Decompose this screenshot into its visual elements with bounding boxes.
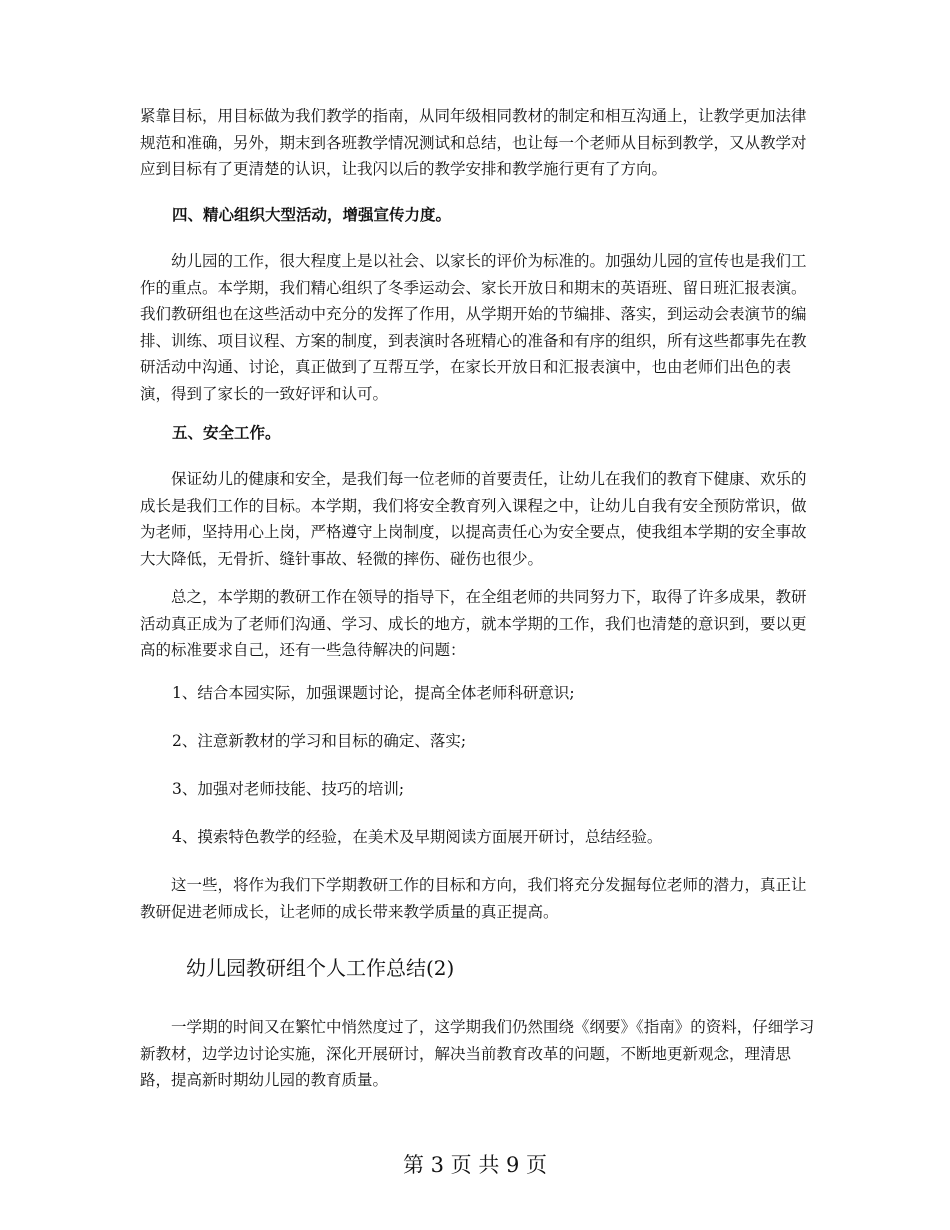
list-item: 4、摸索特色教学的经验，在美术及早期阅读方面展开研讨，总结经验。 [172,828,663,846]
paragraph-intro-2: 一学期的时间又在繁忙中悄然度过了，这学期我们仍然围绕《纲要》《指南》的资料，仔细学习新教材，边学边讨论实施，深化开展研讨，解决当前教育改革的问题，不断地更新观念，理清思路，提高新时期幼儿园的教育质量。 [140,1018,815,1089]
paragraph-activities: 幼儿园的工作，很大程度上是以社会、以家长的评价为标准的。加强幼儿园的宣传也是我们工作的重点。本学期，我们精心组织了冬季运动会、家长开放日和期末的英语班、留日班汇报表演。我们教研组也在这些活动中充分的发挥了作用，从学期开始的节编排、落实，到运动会表演节的编排、训练、项目议程、方案的制度，到表演时各班精心的准备和有序的组织，所有这些都事先在教研活动中沟通、讨论，真正做到了互帮互学，在家长开放日和汇报表演中，也由老师们出色的表演，得到了家长的一致好评和认可。 [140,252,807,403]
section-title: 幼儿园教研组个人工作总结(2) [186,956,455,980]
list-item: 2、注意新教材的学习和目标的确定、落实; [172,732,467,750]
paragraph-safety: 保证幼儿的健康和安全，是我们每一位老师的首要责任，让幼儿在我们的教育下健康、欢乐的成长是我们工作的目标。本学期，我们将安全教育列入课程之中，让幼儿自我有安全预防常识，做为老师，坚持用心上岗，严格遵守上岗制度，以提高责任心为安全要点，使我组本学期的安全事故大大降低，无骨折、缝针事故、轻微的摔伤、碰伤也很少。 [140,470,807,568]
paragraph-summary: 总之，本学期的教研工作在领导的指导下，在全组老师的共同努力下，取得了许多成果，教研活动真正成为了老师们沟通、学习、成长的地方，就本学期的工作，我们也清楚的意识到，要以更高的标准要求自己，还有一些急待解决的问题： [140,588,807,659]
paragraph-next-term: 这一些，将作为我们下学期教研工作的目标和方向，我们将充分发掘每位老师的潜力，真正让教研促进老师成长，让老师的成长带来教学质量的真正提高。 [140,876,807,921]
section-heading-activities: 四、精心组织大型活动，增强宣传力度。 [172,205,452,224]
paragraph-goals: 紧靠目标，用目标做为我们教学的指南，从同年级相同教材的制定和相互沟通上，让教学更加法律规范和准确，另外，期末到各班教学情况测试和总结，也让每一个老师从目标到教学，又从教学对应到目标有了更清楚的认识，让我闪以后的教学安排和教学施行更有了方向。 [140,107,807,178]
page-number-footer: 第 3 页 共 9 页 [402,1153,548,1177]
list-item: 1、结合本园实际，加强课题讨论，提高全体老师科研意识; [172,684,575,702]
section-heading-safety: 五、安全工作。 [172,423,281,442]
list-item: 3、加强对老师技能、技巧的培训; [172,780,405,798]
